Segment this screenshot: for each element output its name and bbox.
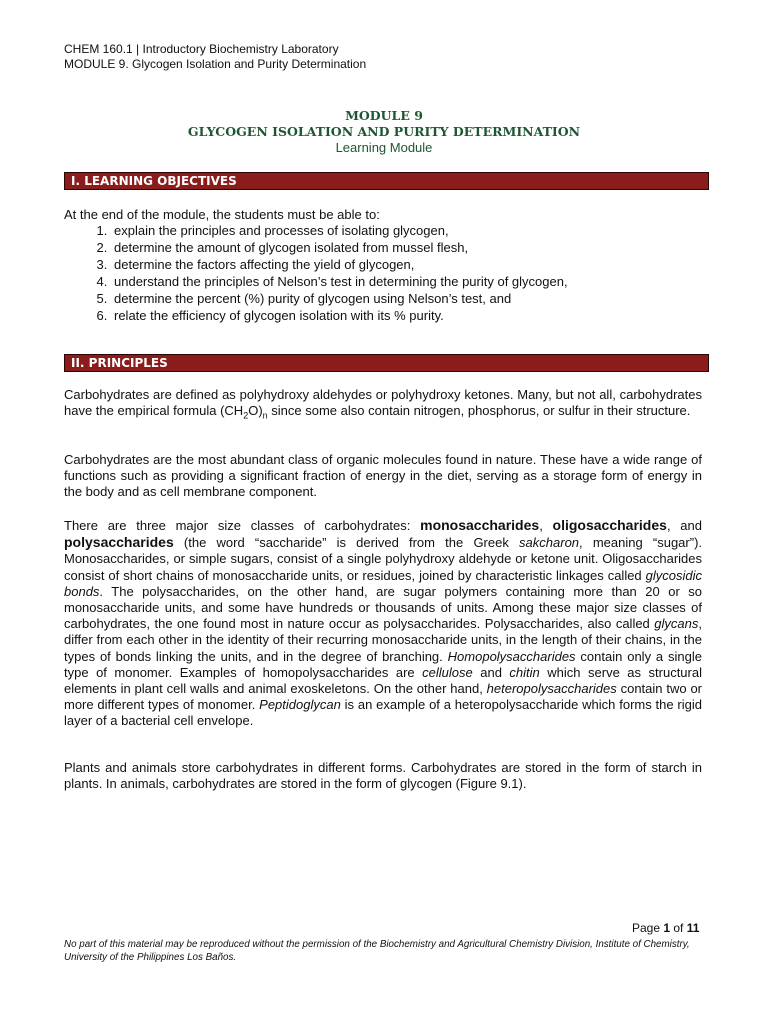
section-heading-objectives: I. LEARNING OBJECTIVES	[64, 172, 709, 190]
title-block	[0, 108, 768, 156]
page-current: 1	[663, 921, 671, 935]
text-run: There are three major size classes of carbohydrates:	[64, 518, 421, 533]
page-total: 11	[686, 921, 700, 935]
objectives-list	[64, 222, 568, 324]
module-number: MODULE 9	[345, 108, 423, 123]
p1-subscript-2: 2	[243, 410, 249, 421]
italic-term: glycosidic bonds	[64, 567, 702, 599]
running-header	[64, 42, 366, 72]
italic-term: Peptidoglycan	[259, 697, 341, 713]
copyright-notice: No part of this material may be reproduced without the permission of the Biochemistry and Agricultural Chemistry Division, Institute of Chemistry, University of the Philippines Los Baños.	[64, 939, 690, 963]
objective-item: 3. determine the factors affecting the yield of glycogen,	[111, 256, 568, 273]
text-run: contain only a single type of monomer. Examples of homopolysaccharides are	[64, 648, 702, 680]
text-run: ,	[539, 518, 553, 533]
text-run: contain two or more different types of monomer.	[64, 681, 702, 713]
p1-subscript-n: n	[262, 410, 268, 421]
section-heading-principles: II. PRINCIPLES	[64, 354, 709, 372]
text-run: is an example of a heteropolysaccharide which forms the rigid layer of a bacterial cell envelope.	[64, 697, 702, 729]
italic-term: Homopolysaccharides	[447, 648, 576, 664]
bold-term: monosaccharides	[420, 517, 540, 533]
objective-item: 1. explain the principles and processes of isolating glycogen,	[111, 222, 568, 239]
italic-term: sakcharon	[519, 535, 580, 551]
header-course-line: CHEM 160.1 | Introductory Biochemistry Laboratory	[64, 42, 339, 56]
page-number	[632, 921, 699, 935]
text-run: , differ from each other in the identity of their recurring monosaccharide units, in the length of their chains, in the types of bonds linking the units, and in the degree of branching.	[64, 616, 702, 664]
page-prefix: Page	[632, 921, 664, 935]
module-subtitle: Learning Module	[335, 140, 433, 155]
p1-text-b: O)	[248, 403, 263, 419]
principles-paragraph-3	[64, 517, 702, 730]
italic-term: chitin	[509, 664, 540, 680]
text-run: which serve as structural elements in plant cell walls and animal exoskeletons. On the other hand,	[64, 664, 702, 697]
objective-item: 5. determine the percent (%) purity of glycogen using Nelson’s test, and	[111, 290, 568, 307]
text-run: , and	[666, 518, 702, 533]
text-run: and	[472, 664, 510, 680]
page-of: of	[670, 921, 687, 935]
italic-term: cellulose	[422, 664, 473, 680]
bold-term: oligosaccharides	[552, 517, 667, 533]
bold-term: polysaccharides	[64, 534, 174, 551]
p1-text-a: Carbohydrates are defined as polyhydroxy aldehydes or polyhydroxy ketones. Many, but not all, carbohydrates have the empirical formula (CH	[64, 387, 702, 419]
objective-item: 4. understand the principles of Nelson’s test in determining the purity of glycogen,	[111, 273, 568, 290]
header-module-line: MODULE 9. Glycogen Isolation and Purity Determination	[64, 57, 367, 71]
principles-paragraph-2: Carbohydrates are the most abundant class of organic molecules found in nature. These have a wide range of functions such as providing a significant fraction of energy in the diet, serving as a storage form of energy in the body and as cell membrane component.	[64, 452, 702, 500]
text-run: (the word “saccharide” is derived from the Greek	[173, 535, 520, 551]
italic-term: glycans	[654, 616, 699, 632]
principles-paragraph-4: Plants and animals store carbohydrates in different forms. Carbohydrates are stored in the form of starch in plants. In animals, carbohydrates are stored in the form of glycogen (Figure 9.1).	[64, 760, 702, 792]
text-run: , meaning “sugar”). Monosaccharides, or simple sugars, consist of a single polyhydroxy aldehyde or ketone unit. Oligosaccharides consist of short chains of monosaccharide units, or residues, joined by characteristic linkages called	[64, 535, 703, 583]
objective-item: 2. determine the amount of glycogen isolated from mussel flesh,	[111, 239, 568, 256]
p1-text-c: since some also contain nitrogen, phosphorus, or sulfur in their structure.	[267, 403, 691, 419]
italic-term: heteropolysaccharides	[486, 681, 617, 697]
objective-item: 6. relate the efficiency of glycogen isolation with its % purity.	[111, 307, 568, 324]
module-title: GLYCOGEN ISOLATION AND PURITY DETERMINATION	[187, 124, 581, 139]
text-run: . The polysaccharides, on the other hand, are sugar polymers containing more than 20 or so monosaccharide units, and some have hundreds or thousands of units. Among these major size classes of carbohydrates, the one found most in nature occur as polysaccharides. Polysaccharides, also called	[64, 583, 702, 632]
objectives-intro: At the end of the module, the students must be able to:	[64, 207, 380, 222]
principles-paragraph-1	[64, 387, 702, 424]
